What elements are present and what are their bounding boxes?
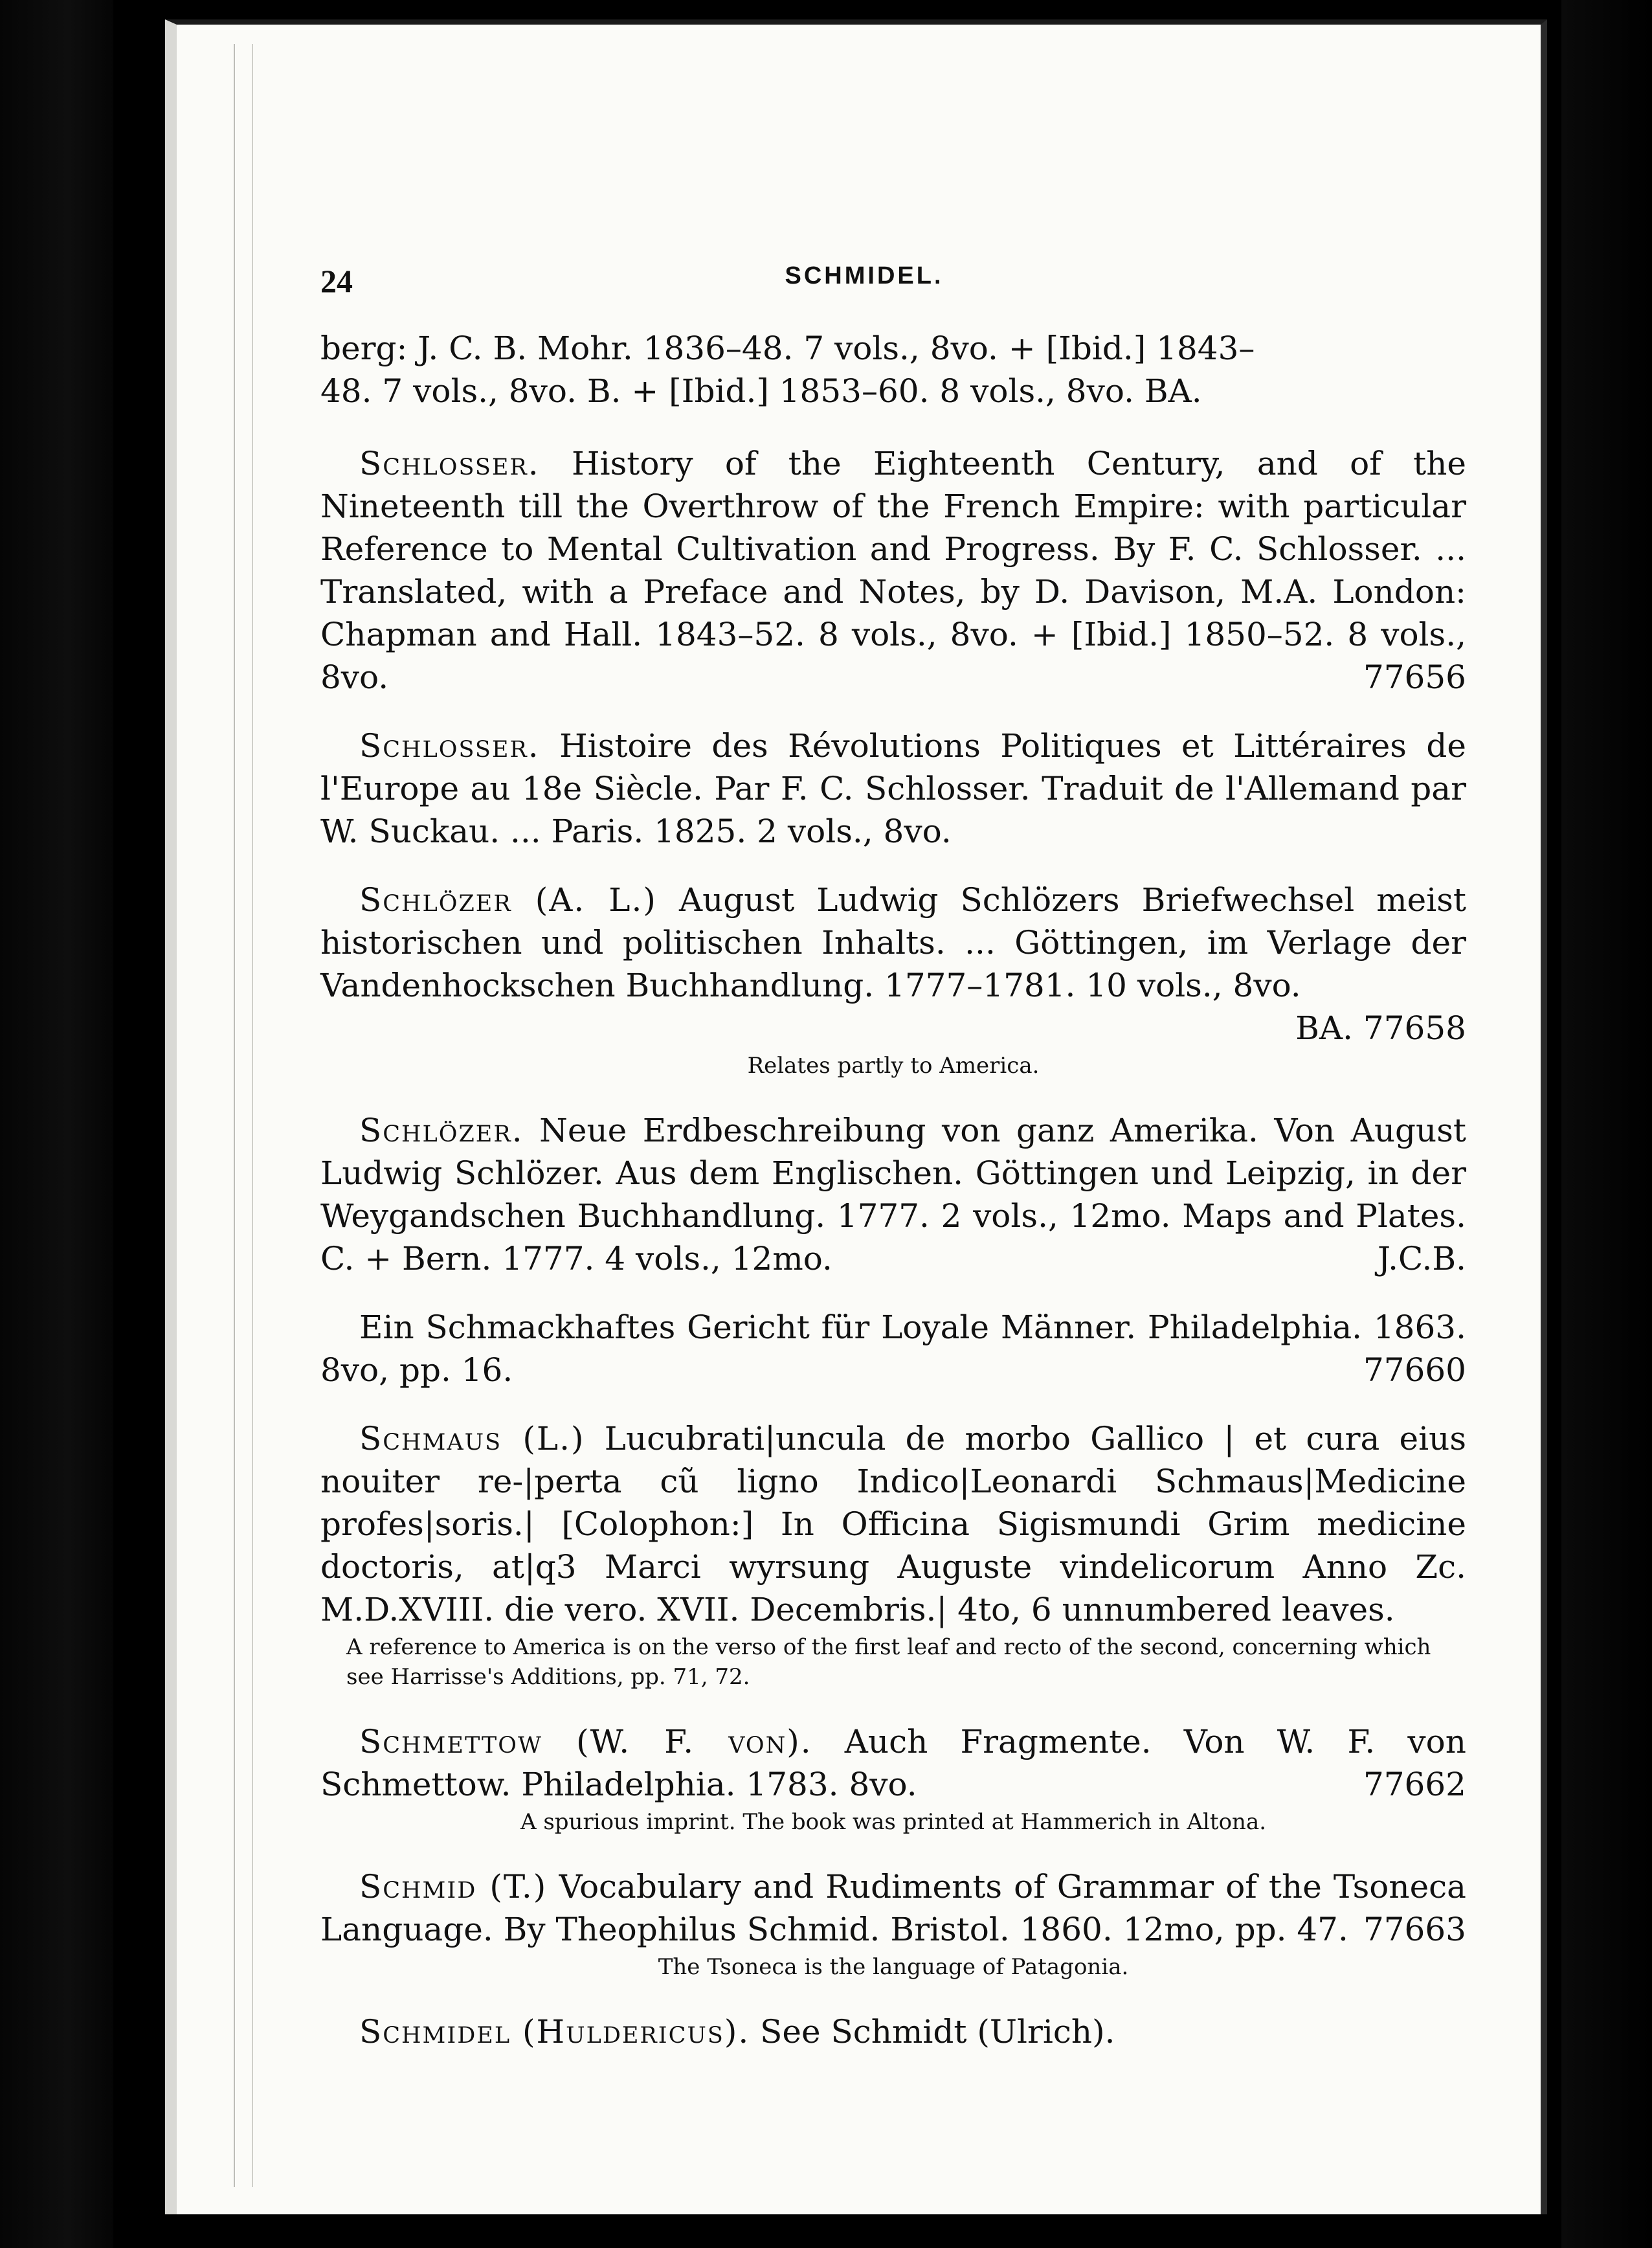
running-head: SCHMIDEL.: [785, 262, 944, 289]
entry-body: See Schmidt (Ulrich).: [760, 2013, 1115, 2051]
entry-body: Histoire des Révolutions Politiques et Littéraires de l'Europe au 18e Siècle. Par F. C. Schlosser. Traduit de l'Allemand par W. Suckau. ... Paris. 1825. 2 vols., 8vo.: [320, 727, 1466, 850]
entry-note: Relates partly to America.: [747, 1053, 1040, 1079]
entry-line: berg: J. C. B. Mohr. 1836–48. 7 vols., 8vo. + [Ibid.] 1843–: [320, 330, 1255, 367]
entry-body: August Ludwig Schlözers Briefwechsel meist historischen und politischen Inhalts. ... Göttingen, im Verlage der Vandenhockschen Buchhandlung. 1777–1781. 10 vols., 8vo.: [320, 881, 1466, 1004]
entry-number: 77660: [1363, 1351, 1466, 1389]
entry-number: 77656: [1363, 658, 1466, 696]
entry-body: Lucubrati|uncula de morbo Gallico | et cura eius nouiter re-|perta cũ ligno Indico|Leonardi Schmaus|Medicine profes|soris.| [Colophon:] In Officina Sigismundi Grim medicine doctoris, at|q3 Marci wyrsung Auguste vindelicorum Anno Zc. M.D.XVIII. die vero. XVII. Decembris.| 4to, 6 unnumbered leaves.: [320, 1420, 1466, 1628]
entry-number: 77663: [1363, 1911, 1466, 1948]
entry-schmidel: [320, 2010, 1466, 2053]
entry-body: Auch Fragmente. Von W. F. von Schmettow. Philadelphia. 1783. 8vo.: [320, 1723, 1466, 1803]
entry-schmackhaftes-gericht: [320, 1306, 1466, 1391]
entry-note: The Tsoneca is the language of Patagonia.: [658, 1954, 1129, 1980]
entry-schlozer-erdbeschreibung: [320, 1109, 1466, 1280]
entry-schlozer-briefwechsel: [320, 879, 1466, 1050]
entry-body: Ein Schmackhaftes Gericht für Loyale Männer. Philadelphia. 1863. 8vo, pp. 16.: [320, 1309, 1466, 1389]
entry-heading: Schmettow (W. F. von).: [359, 1723, 812, 1760]
entry-note: A reference to America is on the verso of the first leaf and recto of the second, concerning which see Harrisse's Additions, pp. 71, 72.: [346, 1634, 1431, 1690]
book-edge-left: [0, 0, 113, 2248]
entry-schmettow: [320, 1720, 1466, 1806]
page-gutter-line: [234, 44, 235, 2187]
entry-number: J.C.B.: [1377, 1240, 1466, 1277]
entry-heading: Schlosser.: [359, 727, 540, 765]
entry-heading: Schmid (T.): [359, 1868, 548, 1905]
entry-schmaus: [320, 1417, 1466, 1631]
book-edge-right: [1561, 0, 1652, 2248]
entry-schlosser-history: [320, 442, 1466, 699]
page-text: [320, 327, 1466, 2079]
page-header: [320, 262, 1330, 314]
entry-heading: Schlosser.: [359, 445, 540, 482]
entry-line: 48. 7 vols., 8vo. B. + [Ibid.] 1853–60. 8 vols., 8vo. BA.: [320, 372, 1202, 410]
page-gutter-line: [252, 44, 253, 2187]
entry-body: Neue Erdbeschreibung von ganz Amerika. Von August Ludwig Schlözer. Aus dem Englischen. Göttingen und Leipzig, in der Weygandschen Buchhandlung. 1777. 2 vols., 12mo. Maps and Plates. C. + Bern. 1777. 4 vols., 12mo.: [320, 1112, 1466, 1277]
entry-number: BA. 77658: [1295, 1009, 1466, 1047]
entry-body: History of the Eighteenth Century, and of the Nineteenth till the Overthrow of the French Empire: with particular Reference to Mental Cultivation and Progress. By F. C. Schlosser. ... Translated, with a Preface and Notes, by D. Davison, M.A. London: Chapman and Hall. 1843–52. 8 vols., 8vo. + [Ibid.] 1850–52. 8 vols., 8vo.: [320, 445, 1466, 696]
entry-schmid: [320, 1865, 1466, 1951]
entry-heading: Schmaus (L.): [359, 1420, 585, 1457]
entry-heading: Schlözer (A. L.): [359, 881, 657, 919]
entry-continuation: [320, 327, 1466, 412]
entry-heading: Schmidel (Huldericus).: [359, 2013, 750, 2051]
page-number: 24: [320, 263, 353, 299]
entry-body: Vocabulary and Rudiments of Grammar of the Tsoneca Language. By Theophilus Schmid. Bristol. 1860. 12mo, pp. 47.: [320, 1868, 1466, 1948]
entry-schlosser-histoire: [320, 725, 1466, 853]
entry-note: A spurious imprint. The book was printed at Hammerich in Altona.: [520, 1809, 1267, 1835]
entry-heading: Schlözer.: [359, 1112, 524, 1149]
entry-number: 77662: [1363, 1766, 1466, 1803]
